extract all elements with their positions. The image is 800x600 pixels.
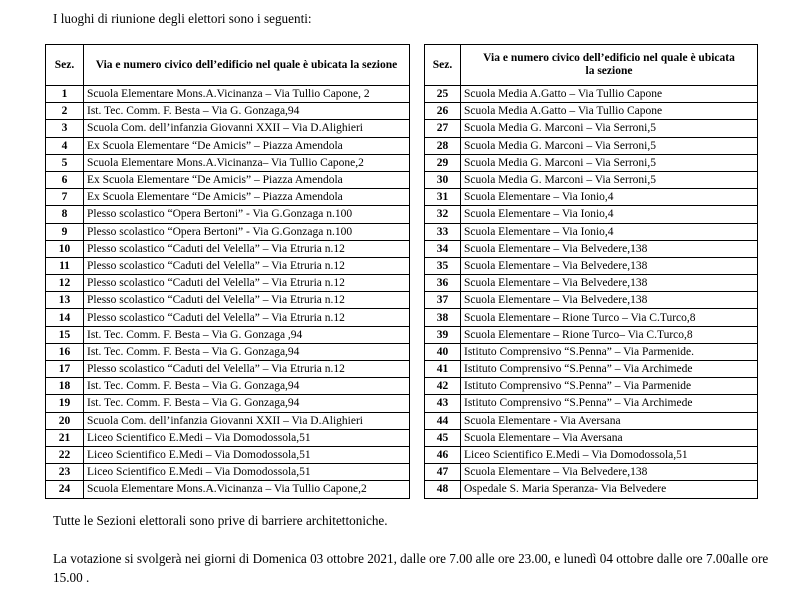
- section-location: Scuola Elementare – Via Ionio,4: [461, 189, 758, 206]
- table-row: [425, 206, 758, 223]
- section-location: Plesso scolastico “Caduti del Velella” – Via Etruria n.12: [84, 309, 410, 326]
- table-row: [425, 86, 758, 103]
- table-row: [425, 464, 758, 481]
- section-number: 23: [46, 464, 84, 481]
- section-number: 12: [46, 275, 84, 292]
- section-number: 26: [425, 103, 461, 120]
- section-location: Plesso scolastico “Caduti del Velella” – Via Etruria n.12: [84, 292, 410, 309]
- section-number: 48: [425, 481, 461, 498]
- section-location: Scuola Elementare – Via Belvedere,138: [461, 257, 758, 274]
- table-row: [425, 120, 758, 137]
- table-row: [46, 361, 410, 378]
- section-number: 40: [425, 343, 461, 360]
- section-number: 29: [425, 154, 461, 171]
- table-header-row: [425, 45, 758, 86]
- section-number: 37: [425, 292, 461, 309]
- section-number: 34: [425, 240, 461, 257]
- table-row: [425, 275, 758, 292]
- table-row: [46, 223, 410, 240]
- section-number: 44: [425, 412, 461, 429]
- section-location: Scuola Elementare Mons.A.Vicinanza – Via Tullio Capone,2: [84, 481, 410, 498]
- section-number: 7: [46, 189, 84, 206]
- section-location: Scuola Elementare – Via Belvedere,138: [461, 464, 758, 481]
- section-location: Scuola Elementare – Via Belvedere,138: [461, 275, 758, 292]
- section-number: 47: [425, 464, 461, 481]
- table-row: [46, 395, 410, 412]
- section-number: 41: [425, 361, 461, 378]
- section-location: Ist. Tec. Comm. F. Besta – Via G. Gonzaga,94: [84, 103, 410, 120]
- section-number: 5: [46, 154, 84, 171]
- section-location: Scuola Elementare - Via Aversana: [461, 412, 758, 429]
- table-row: [46, 343, 410, 360]
- section-location: Ist. Tec. Comm. F. Besta – Via G. Gonzaga ,94: [84, 326, 410, 343]
- table-row: [46, 378, 410, 395]
- section-number: 25: [425, 86, 461, 103]
- section-location: Scuola Com. dell’infanzia Giovanni XXII – Via D.Alighieri: [84, 120, 410, 137]
- table-row: [425, 154, 758, 171]
- section-number: 13: [46, 292, 84, 309]
- section-number: 27: [425, 120, 461, 137]
- section-number: 2: [46, 103, 84, 120]
- section-number: 31: [425, 189, 461, 206]
- section-number: 42: [425, 378, 461, 395]
- section-number: 24: [46, 481, 84, 498]
- table-row: [425, 446, 758, 463]
- section-number: 22: [46, 446, 84, 463]
- table-row: [425, 257, 758, 274]
- section-location: Scuola Media G. Marconi – Via Serroni,5: [461, 120, 758, 137]
- table-row: [46, 275, 410, 292]
- section-location: Scuola Media A.Gatto – Via Tullio Capone: [461, 103, 758, 120]
- section-location: Scuola Media G. Marconi – Via Serroni,5: [461, 154, 758, 171]
- polling-table-right: [424, 44, 758, 499]
- section-number: 14: [46, 309, 84, 326]
- table-row: [46, 412, 410, 429]
- table-row: [46, 189, 410, 206]
- section-number: 18: [46, 378, 84, 395]
- table-row: [425, 429, 758, 446]
- table-row: [46, 257, 410, 274]
- section-number: 17: [46, 361, 84, 378]
- table-row: [425, 137, 758, 154]
- table-row: [425, 309, 758, 326]
- section-number: 38: [425, 309, 461, 326]
- section-location: Scuola Media A.Gatto – Via Tullio Capone: [461, 86, 758, 103]
- section-location: Scuola Elementare – Via Aversana: [461, 429, 758, 446]
- table-row: [425, 171, 758, 188]
- table-row: [46, 240, 410, 257]
- table-row: [46, 86, 410, 103]
- section-number: 36: [425, 275, 461, 292]
- header-via: Via e numero civico dell’edificio nel quale è ubicata la sezione: [461, 45, 758, 86]
- section-number: 1: [46, 86, 84, 103]
- table-row: [425, 223, 758, 240]
- section-number: 3: [46, 120, 84, 137]
- table-row: [425, 395, 758, 412]
- table-row: [425, 326, 758, 343]
- section-location: Ex Scuola Elementare “De Amicis” – Piazza Amendola: [84, 137, 410, 154]
- section-location: Istituto Comprensivo “S.Penna” – Via Parmenide.: [461, 343, 758, 360]
- section-number: 39: [425, 326, 461, 343]
- section-location: Ist. Tec. Comm. F. Besta – Via G. Gonzaga,94: [84, 378, 410, 395]
- section-location: Scuola Com. dell’infanzia Giovanni XXII – Via D.Alighieri: [84, 412, 410, 429]
- section-location: Plesso scolastico “Caduti del Velella” – Via Etruria n.12: [84, 240, 410, 257]
- table-row: [425, 412, 758, 429]
- section-number: 9: [46, 223, 84, 240]
- section-location: Plesso scolastico “Caduti del Velella” – Via Etruria n.12: [84, 361, 410, 378]
- section-location: Scuola Elementare – Rione Turco– Via C.Turco,8: [461, 326, 758, 343]
- polling-table-left: [45, 44, 410, 499]
- section-location: Scuola Elementare – Rione Turco – Via C.Turco,8: [461, 309, 758, 326]
- section-location: Ist. Tec. Comm. F. Besta – Via G. Gonzaga,94: [84, 395, 410, 412]
- section-number: 4: [46, 137, 84, 154]
- table-row: [425, 481, 758, 498]
- section-location: Ex Scuola Elementare “De Amicis” – Piazza Amendola: [84, 171, 410, 188]
- section-number: 11: [46, 257, 84, 274]
- note-votazione: La votazione si svolgerà nei giorni di Domenica 03 ottobre 2021, dalle ore 7.00 alle ore 23.00, e lunedì 04 ottobre dalle ore 7.00alle ore 15.00 .: [53, 551, 769, 585]
- section-location: Scuola Elementare – Via Ionio,4: [461, 206, 758, 223]
- section-number: 20: [46, 412, 84, 429]
- table-row: [425, 292, 758, 309]
- section-number: 43: [425, 395, 461, 412]
- section-number: 35: [425, 257, 461, 274]
- section-number: 21: [46, 429, 84, 446]
- table-row: [46, 481, 410, 498]
- section-location: Ist. Tec. Comm. F. Besta – Via G. Gonzaga,94: [84, 343, 410, 360]
- section-location: Liceo Scientifico E.Medi – Via Domodossola,51: [84, 429, 410, 446]
- section-number: 33: [425, 223, 461, 240]
- section-location: Plesso scolastico “Caduti del Velella” – Via Etruria n.12: [84, 275, 410, 292]
- intro-text: I luoghi di riunione degli elettori sono i seguenti:: [53, 11, 312, 26]
- section-number: 15: [46, 326, 84, 343]
- table-row: [46, 446, 410, 463]
- table-row: [425, 378, 758, 395]
- section-location: Scuola Elementare Mons.A.Vicinanza – Via Tullio Capone, 2: [84, 86, 410, 103]
- table-row: [46, 120, 410, 137]
- table-row: [46, 429, 410, 446]
- section-location: Scuola Elementare – Via Belvedere,138: [461, 240, 758, 257]
- section-location: Ex Scuola Elementare “De Amicis” – Piazza Amendola: [84, 189, 410, 206]
- section-location: Liceo Scientifico E.Medi – Via Domodossola,51: [84, 464, 410, 481]
- table-row: [46, 464, 410, 481]
- table-row: [46, 154, 410, 171]
- section-location: Scuola Media G. Marconi – Via Serroni,5: [461, 171, 758, 188]
- section-number: 30: [425, 171, 461, 188]
- section-number: 16: [46, 343, 84, 360]
- table-row: [46, 137, 410, 154]
- section-number: 28: [425, 137, 461, 154]
- table-row: [425, 189, 758, 206]
- section-location: Istituto Comprensivo “S.Penna” – Via Archimede: [461, 395, 758, 412]
- header-via: Via e numero civico dell’edificio nel quale è ubicata la sezione: [84, 45, 410, 86]
- section-location: Plesso scolastico “Opera Bertoni” - Via G.Gonzaga n.100: [84, 223, 410, 240]
- section-location: Istituto Comprensivo “S.Penna” – Via Parmenide: [461, 378, 758, 395]
- header-sez: Sez.: [46, 45, 84, 86]
- table-header-row: [46, 45, 410, 86]
- section-location: Scuola Elementare Mons.A.Vicinanza– Via Tullio Capone,2: [84, 154, 410, 171]
- section-location: Scuola Elementare – Via Belvedere,138: [461, 292, 758, 309]
- header-sez: Sez.: [425, 45, 461, 86]
- note-barriere: Tutte le Sezioni elettorali sono prive di barriere architettoniche.: [53, 513, 388, 528]
- table-row: [425, 103, 758, 120]
- table-row: [425, 240, 758, 257]
- section-location: Ospedale S. Maria Speranza- Via Belvedere: [461, 481, 758, 498]
- table-row: [46, 309, 410, 326]
- table-row: [46, 326, 410, 343]
- table-row: [46, 171, 410, 188]
- section-location: Liceo Scientifico E.Medi – Via Domodossola,51: [461, 446, 758, 463]
- section-location: Scuola Elementare – Via Ionio,4: [461, 223, 758, 240]
- section-location: Scuola Media G. Marconi – Via Serroni,5: [461, 137, 758, 154]
- table-row: [46, 206, 410, 223]
- table-row: [425, 361, 758, 378]
- section-number: 8: [46, 206, 84, 223]
- section-location: Plesso scolastico “Caduti del Velella” – Via Etruria n.12: [84, 257, 410, 274]
- section-number: 6: [46, 171, 84, 188]
- section-location: Plesso scolastico “Opera Bertoni” - Via G.Gonzaga n.100: [84, 206, 410, 223]
- section-number: 19: [46, 395, 84, 412]
- section-number: 32: [425, 206, 461, 223]
- section-location: Istituto Comprensivo “S.Penna” – Via Archimede: [461, 361, 758, 378]
- table-row: [46, 292, 410, 309]
- section-location: Liceo Scientifico E.Medi – Via Domodossola,51: [84, 446, 410, 463]
- section-number: 45: [425, 429, 461, 446]
- table-row: [425, 343, 758, 360]
- section-number: 10: [46, 240, 84, 257]
- table-row: [46, 103, 410, 120]
- section-number: 46: [425, 446, 461, 463]
